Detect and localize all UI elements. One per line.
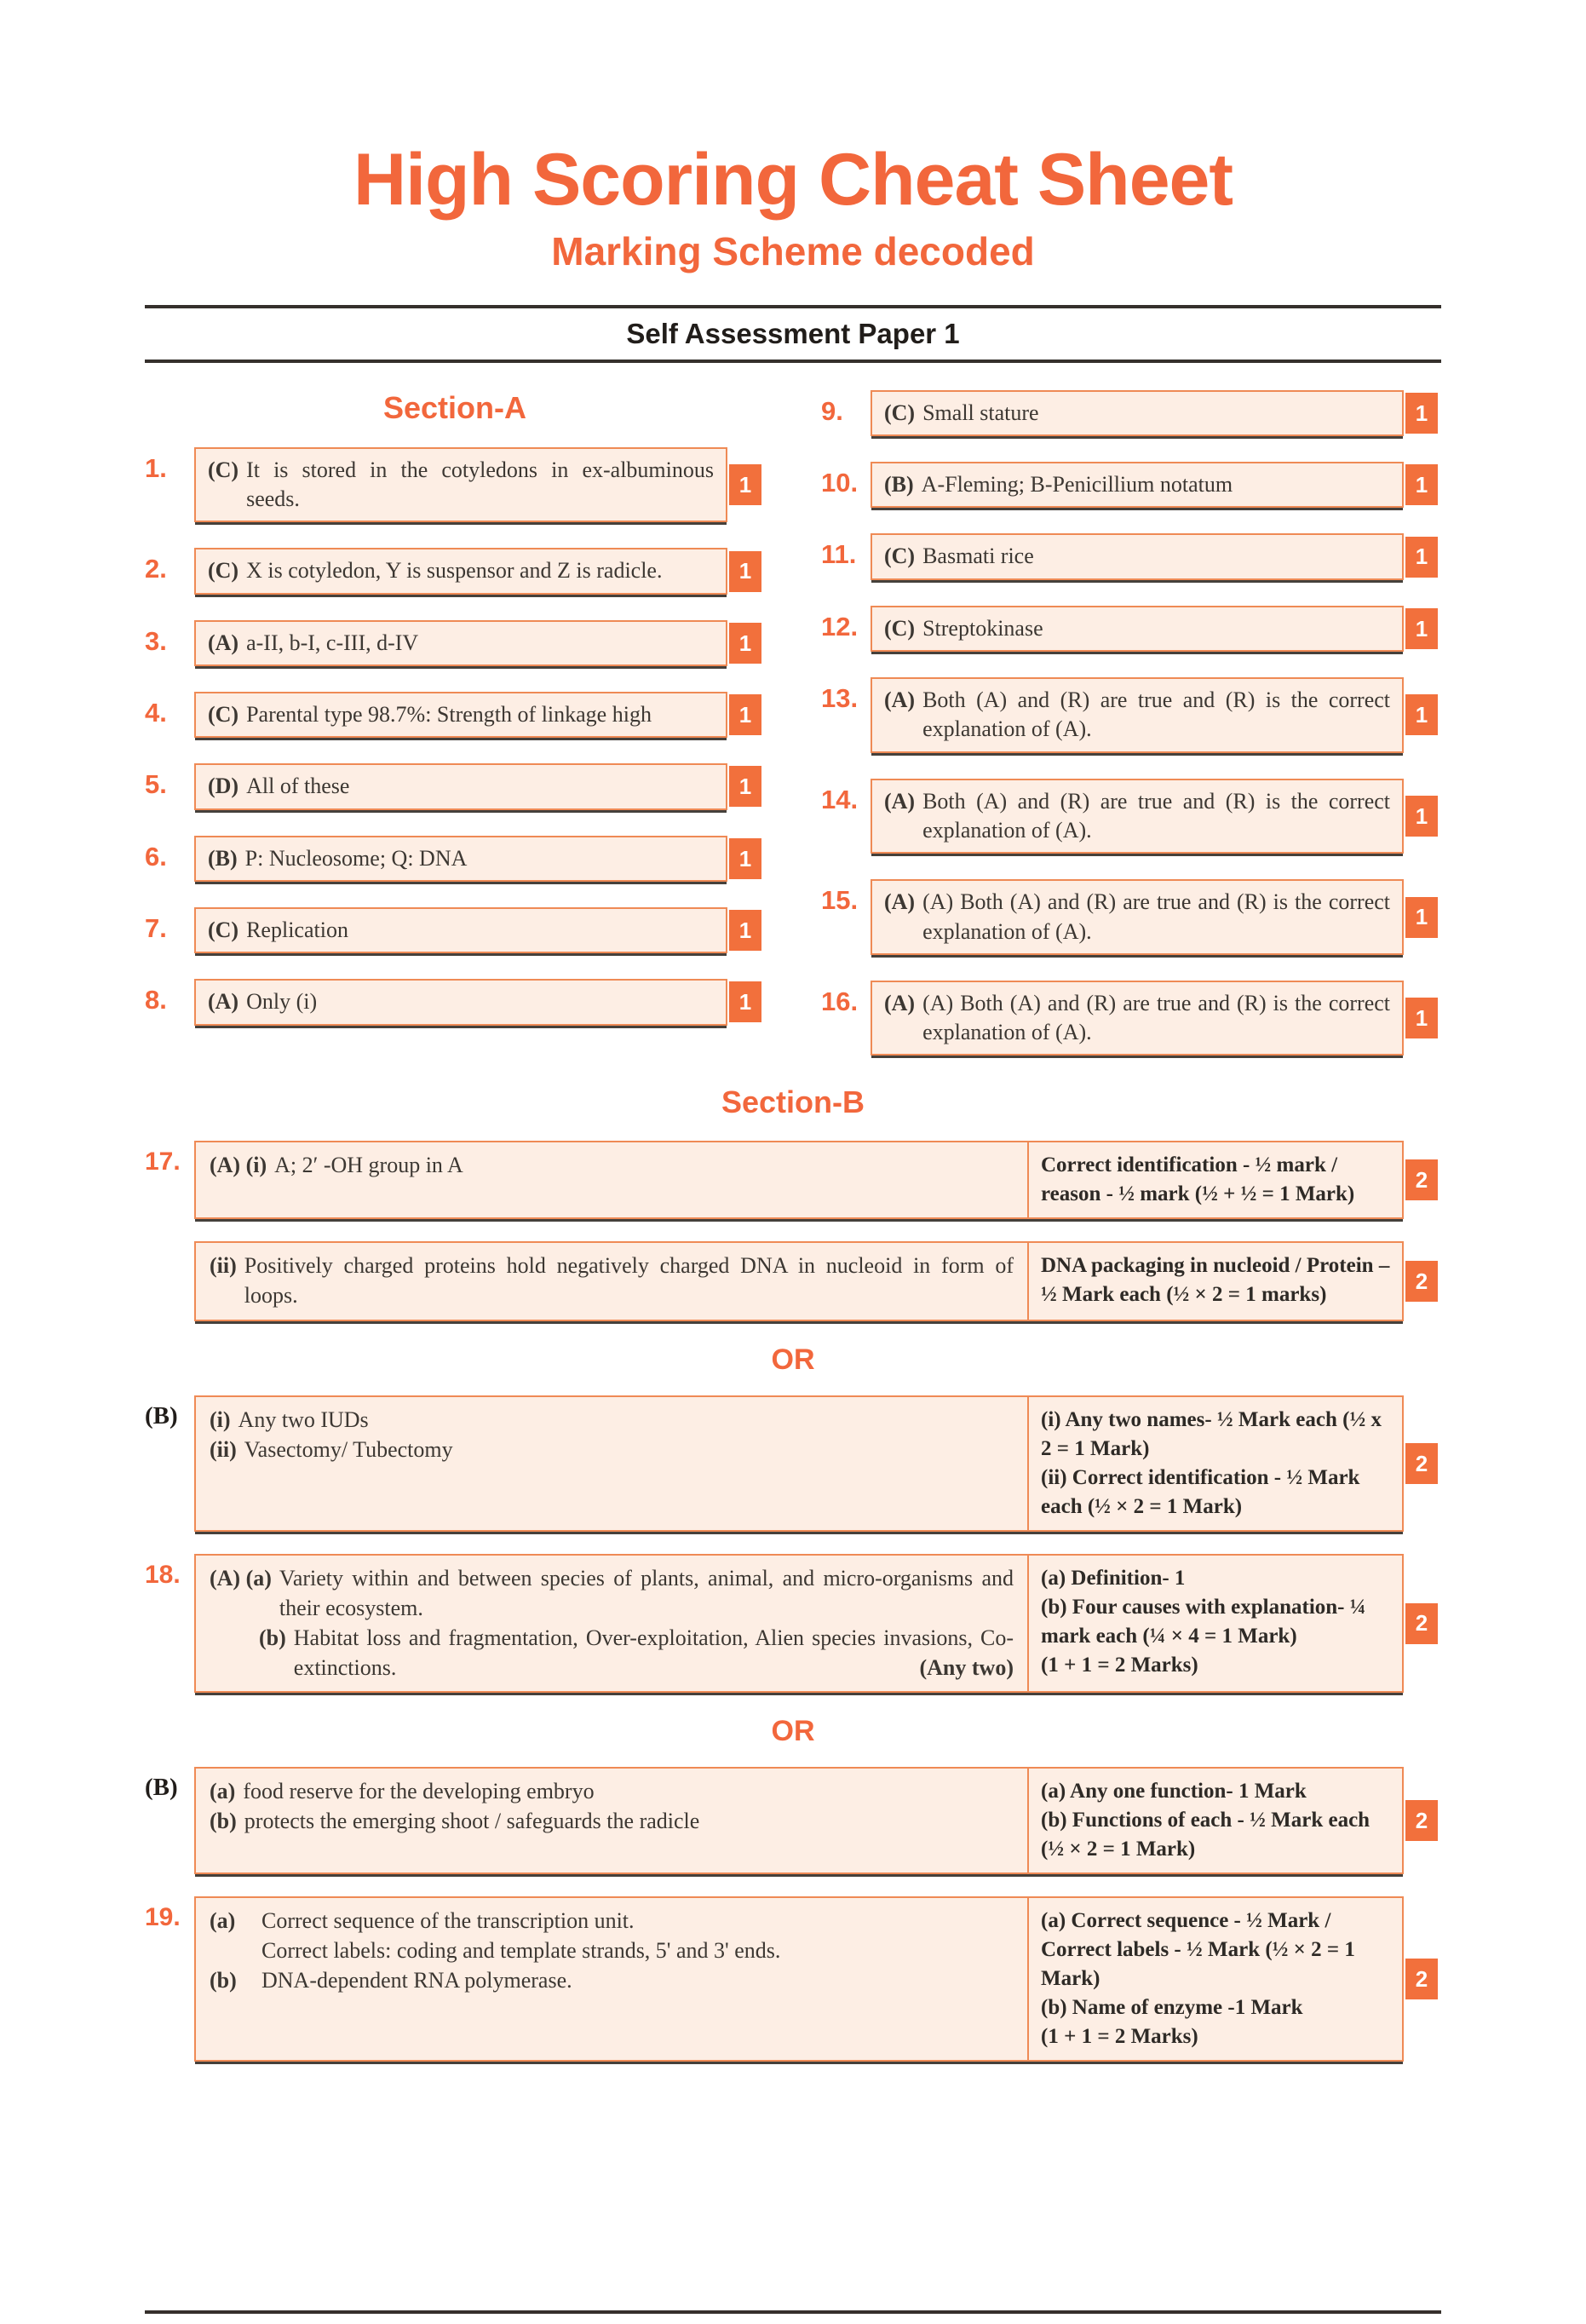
- section-a: [145, 390, 1441, 1082]
- answer-box: [194, 836, 752, 882]
- marking-scheme-cell: [1027, 1769, 1402, 1872]
- answer-box: [871, 390, 1428, 436]
- question-number: 16.: [821, 986, 859, 1016]
- marks-badge: 1: [1405, 393, 1438, 434]
- section-b-heading: Section-B: [721, 1084, 865, 1120]
- answer-box: [194, 979, 752, 1025]
- marks-badge: 2: [1405, 1443, 1438, 1484]
- question-row-4: [145, 692, 765, 738]
- answer-label: (b): [259, 1625, 286, 1650]
- answer-text: Streptokinase: [922, 615, 1043, 641]
- answer-box: [871, 606, 1428, 652]
- answer-text: Correct sequence of the transcription unit.: [261, 1908, 635, 1934]
- answer-label: (i): [210, 1407, 231, 1433]
- answer-box: [194, 1241, 1428, 1321]
- marks-badge: 1: [729, 981, 761, 1022]
- question-number: 17.: [145, 1148, 181, 1176]
- marks-badge: 2: [1405, 1603, 1438, 1644]
- answer-cell: [196, 1556, 1027, 1691]
- section-a-heading: Section-A: [382, 389, 526, 425]
- question-number: 5.: [145, 769, 167, 800]
- option-letter: (A): [884, 889, 916, 915]
- footer-rule: [145, 2310, 1441, 2314]
- answer-box: [194, 763, 752, 809]
- option-letter: (C): [884, 400, 916, 425]
- option-letter: (A): [884, 990, 916, 1015]
- scheme-line: (1 + 1 = 2 Marks): [1041, 2025, 1198, 2049]
- question-number: 12.: [821, 611, 859, 641]
- answer-text: Vasectomy/ Tubectomy: [244, 1436, 453, 1462]
- marks-badge: 1: [1405, 608, 1438, 649]
- marking-scheme-cell: [1027, 1142, 1402, 1217]
- answer-text: P: Nucleosome; Q: DNA: [244, 845, 468, 871]
- answer-box: [194, 1395, 1428, 1532]
- answer-box: [871, 462, 1428, 508]
- question-row-5: [145, 763, 765, 809]
- question-row-14: [821, 779, 1441, 854]
- answer-box: [871, 533, 1428, 579]
- answer-cell: [196, 1243, 1027, 1320]
- question-number: (B): [145, 1774, 178, 1802]
- question-number: 13.: [821, 682, 859, 713]
- option-letter: (A): [208, 989, 239, 1015]
- question-row-17a-ii: [145, 1241, 1441, 1321]
- answer-box: [871, 981, 1428, 1056]
- answer-label: (A) (i): [210, 1153, 267, 1178]
- answer-label: (A) (a): [210, 1566, 272, 1591]
- question-number: 18.: [145, 1561, 181, 1590]
- answer-label: [210, 1936, 254, 1966]
- answer-text: (A) Both (A) and (R) are true and (R) is the correct explanation of (A).: [922, 990, 1390, 1045]
- option-letter: (D): [208, 774, 239, 799]
- marking-scheme-cell: [1027, 1898, 1402, 2060]
- question-number: 6.: [145, 841, 167, 872]
- question-row-8: [145, 979, 765, 1025]
- marks-badge: 1: [729, 694, 761, 735]
- marks-badge: 1: [1405, 998, 1438, 1038]
- question-row-18b: [145, 1767, 1441, 1874]
- answer-cell: [196, 1397, 1027, 1530]
- question-row-7: [145, 907, 765, 953]
- answer-label: (ii): [210, 1253, 237, 1279]
- question-number: 11.: [821, 539, 857, 570]
- answer-text: X is cotyledon, Y is suspensor and Z is radicle.: [246, 558, 663, 584]
- question-number: 15.: [821, 885, 859, 916]
- page: [0, 139, 1586, 2324]
- answer-label: (a): [210, 1779, 236, 1804]
- marks-badge: 2: [1405, 1800, 1438, 1841]
- option-letter: (C): [884, 615, 916, 641]
- answer-box: [194, 620, 752, 666]
- answer-cell: [196, 1898, 1027, 2060]
- scheme-line: (b) Name of enzyme -1 Mark: [1041, 1996, 1303, 2020]
- question-number: 3.: [145, 625, 167, 656]
- scheme-line: (a) Definition- 1: [1041, 1567, 1186, 1591]
- question-number: 7.: [145, 912, 167, 943]
- question-number: 14.: [821, 784, 859, 814]
- question-row-1: [145, 447, 765, 523]
- question-row-6: [145, 836, 765, 882]
- marks-badge: 1: [729, 910, 761, 951]
- option-letter: (A): [208, 630, 239, 655]
- or-separator: OR: [771, 1343, 815, 1377]
- question-row-9: [821, 390, 1441, 436]
- question-number: 19.: [145, 1903, 181, 1932]
- question-number: 2.: [145, 554, 167, 584]
- answer-box: [871, 677, 1428, 753]
- paper-title: Self Assessment Paper 1: [626, 317, 960, 349]
- answer-box: [871, 779, 1428, 854]
- answer-text: Positively charged proteins hold negatively charged DNA in nucleoid in form of loops.: [244, 1253, 1014, 1309]
- scheme-line: Correct identification - ½ mark / reason - ½ mark (½ + ½ = 1 Mark): [1041, 1153, 1355, 1206]
- option-letter: (A): [884, 788, 916, 814]
- answer-text: It is stored in the cotyledons in ex-albuminous seeds.: [246, 457, 714, 512]
- marks-badge: 1: [729, 623, 761, 664]
- answer-text: [294, 1624, 1014, 1683]
- marks-badge: 1: [1405, 537, 1438, 578]
- answer-box: [194, 907, 752, 953]
- answer-text: Basmati rice: [922, 544, 1034, 569]
- option-letter: (A): [884, 687, 916, 712]
- any-two-note: (Any two): [919, 1654, 1014, 1680]
- answer-text-body: Habitat loss and fragmentation, Over-exploitation, Alien species invasions, Co-extinctions.: [293, 1625, 1014, 1680]
- question-number: 9.: [821, 395, 843, 426]
- answer-label: (a): [210, 1908, 236, 1934]
- answer-text: A; 2′ -OH group in A: [274, 1153, 463, 1178]
- answer-label: (b): [210, 1968, 237, 1993]
- scheme-line: (1 + 1 = 2 Marks): [1041, 1654, 1198, 1677]
- scheme-line: (a) Correct sequence - ½ Mark / Correct labels - ½ Mark (½ × 2 = 1 Mark): [1041, 1909, 1355, 1991]
- answer-text: a-II, b-I, c-III, d-IV: [246, 630, 419, 655]
- marks-badge: 1: [1405, 897, 1438, 938]
- question-row-13: [821, 677, 1441, 753]
- scheme-line: (a) Any one function- 1 Mark: [1041, 1780, 1307, 1803]
- scheme-line: (b) Four causes with explanation- ¼ mark each (¼ × 4 = 1 Mark): [1041, 1596, 1366, 1648]
- scheme-line: (ii) Correct identification - ½ Mark each (½ × 2 = 1 Mark): [1041, 1466, 1360, 1519]
- marks-badge: 1: [1405, 464, 1438, 505]
- question-number: 1.: [145, 452, 167, 483]
- answer-box: [194, 447, 752, 523]
- page-title: High Scoring Cheat Sheet: [353, 139, 1233, 221]
- answer-box: [871, 879, 1428, 955]
- question-number: (B): [145, 1402, 178, 1430]
- answer-text: Parental type 98.7%: Strength of linkage high: [246, 701, 652, 727]
- answer-text: Small stature: [922, 400, 1039, 425]
- question-row-3: [145, 620, 765, 666]
- answer-text: A-Fleming; B-Penicillium notatum: [921, 472, 1233, 498]
- scheme-line: DNA packaging in nucleoid / Protein – ½ Mark each (½ × 2 = 1 marks): [1041, 1254, 1390, 1307]
- or-separator: OR: [771, 1715, 815, 1748]
- answer-text: Any two IUDs: [238, 1407, 369, 1433]
- marks-badge: 1: [729, 838, 761, 879]
- scheme-line: (i) Any two names- ½ Mark each (½ x 2 = 1 Mark): [1041, 1408, 1382, 1461]
- question-row-18a: [145, 1554, 1441, 1693]
- option-letter: (B): [208, 845, 238, 871]
- marking-scheme-cell: [1027, 1243, 1402, 1320]
- answer-text: DNA-dependent RNA polymerase.: [261, 1968, 572, 1993]
- page-content: [0, 139, 1586, 2062]
- option-letter: (C): [208, 701, 239, 727]
- answer-text: food reserve for the developing embryo: [243, 1779, 595, 1804]
- question-number: 8.: [145, 985, 167, 1015]
- answer-text: Both (A) and (R) are true and (R) is the correct explanation of (A).: [922, 687, 1390, 742]
- question-row-12: [821, 606, 1441, 652]
- answer-box: [194, 548, 752, 594]
- question-row-19: [145, 1896, 1441, 2062]
- answer-text: Replication: [246, 917, 348, 942]
- marks-badge: 2: [1405, 1261, 1438, 1302]
- question-row-16: [821, 981, 1441, 1056]
- question-row-10: [821, 462, 1441, 508]
- answer-box: [194, 1554, 1428, 1693]
- answer-label: (ii): [210, 1436, 237, 1462]
- question-row-15: [821, 879, 1441, 955]
- option-letter: (C): [208, 558, 239, 584]
- marks-badge: 1: [729, 766, 761, 807]
- answer-cell: [196, 1142, 1027, 1217]
- marks-badge: 1: [1405, 694, 1438, 735]
- question-row-11: [821, 533, 1441, 579]
- answer-box: [194, 1141, 1428, 1219]
- option-letter: (B): [884, 472, 914, 498]
- section-a-left-column: [145, 390, 765, 1082]
- answer-box: [194, 1767, 1428, 1874]
- marks-badge: 1: [729, 551, 761, 592]
- option-letter: (C): [884, 544, 916, 569]
- section-a-right-column: [821, 390, 1441, 1082]
- answer-text: All of these: [246, 774, 350, 799]
- answer-label: (b): [210, 1809, 237, 1834]
- question-row-2: [145, 548, 765, 594]
- divider-rule-bottom: [145, 360, 1441, 363]
- question-number: 10.: [821, 468, 859, 498]
- question-row-17a-i: [145, 1141, 1441, 1219]
- marking-scheme-cell: [1027, 1397, 1402, 1530]
- marks-badge: 2: [1405, 1159, 1438, 1200]
- question-row-17b: [145, 1395, 1441, 1532]
- answer-text: Variety within and between species of plants, animal, and micro-organisms and their ecosystem.: [279, 1566, 1014, 1620]
- scheme-line: (b) Functions of each - ½ Mark each (½ × 2 = 1 Mark): [1041, 1809, 1371, 1861]
- option-letter: (C): [208, 457, 239, 482]
- answer-text: Both (A) and (R) are true and (R) is the correct explanation of (A).: [922, 788, 1390, 843]
- marks-badge: 1: [729, 464, 761, 505]
- answer-cell: [196, 1769, 1027, 1872]
- marks-badge: 1: [1405, 796, 1438, 837]
- option-letter: (C): [208, 917, 239, 942]
- answer-text: Only (i): [246, 989, 318, 1015]
- question-number: [145, 1241, 194, 1248]
- page-subtitle: Marking Scheme decoded: [551, 228, 1035, 273]
- answer-text: protects the emerging shoot / safeguards the radicle: [244, 1809, 700, 1834]
- marks-badge: 2: [1405, 1959, 1438, 1999]
- question-number: 4.: [145, 697, 167, 728]
- answer-box: [194, 1896, 1428, 2062]
- answer-text: Correct labels: coding and template strands, 5' and 3' ends.: [261, 1938, 781, 1964]
- marking-scheme-cell: [1027, 1556, 1402, 1691]
- answer-box: [194, 692, 752, 738]
- answer-text: (A) Both (A) and (R) are true and (R) is the correct explanation of (A).: [922, 889, 1390, 944]
